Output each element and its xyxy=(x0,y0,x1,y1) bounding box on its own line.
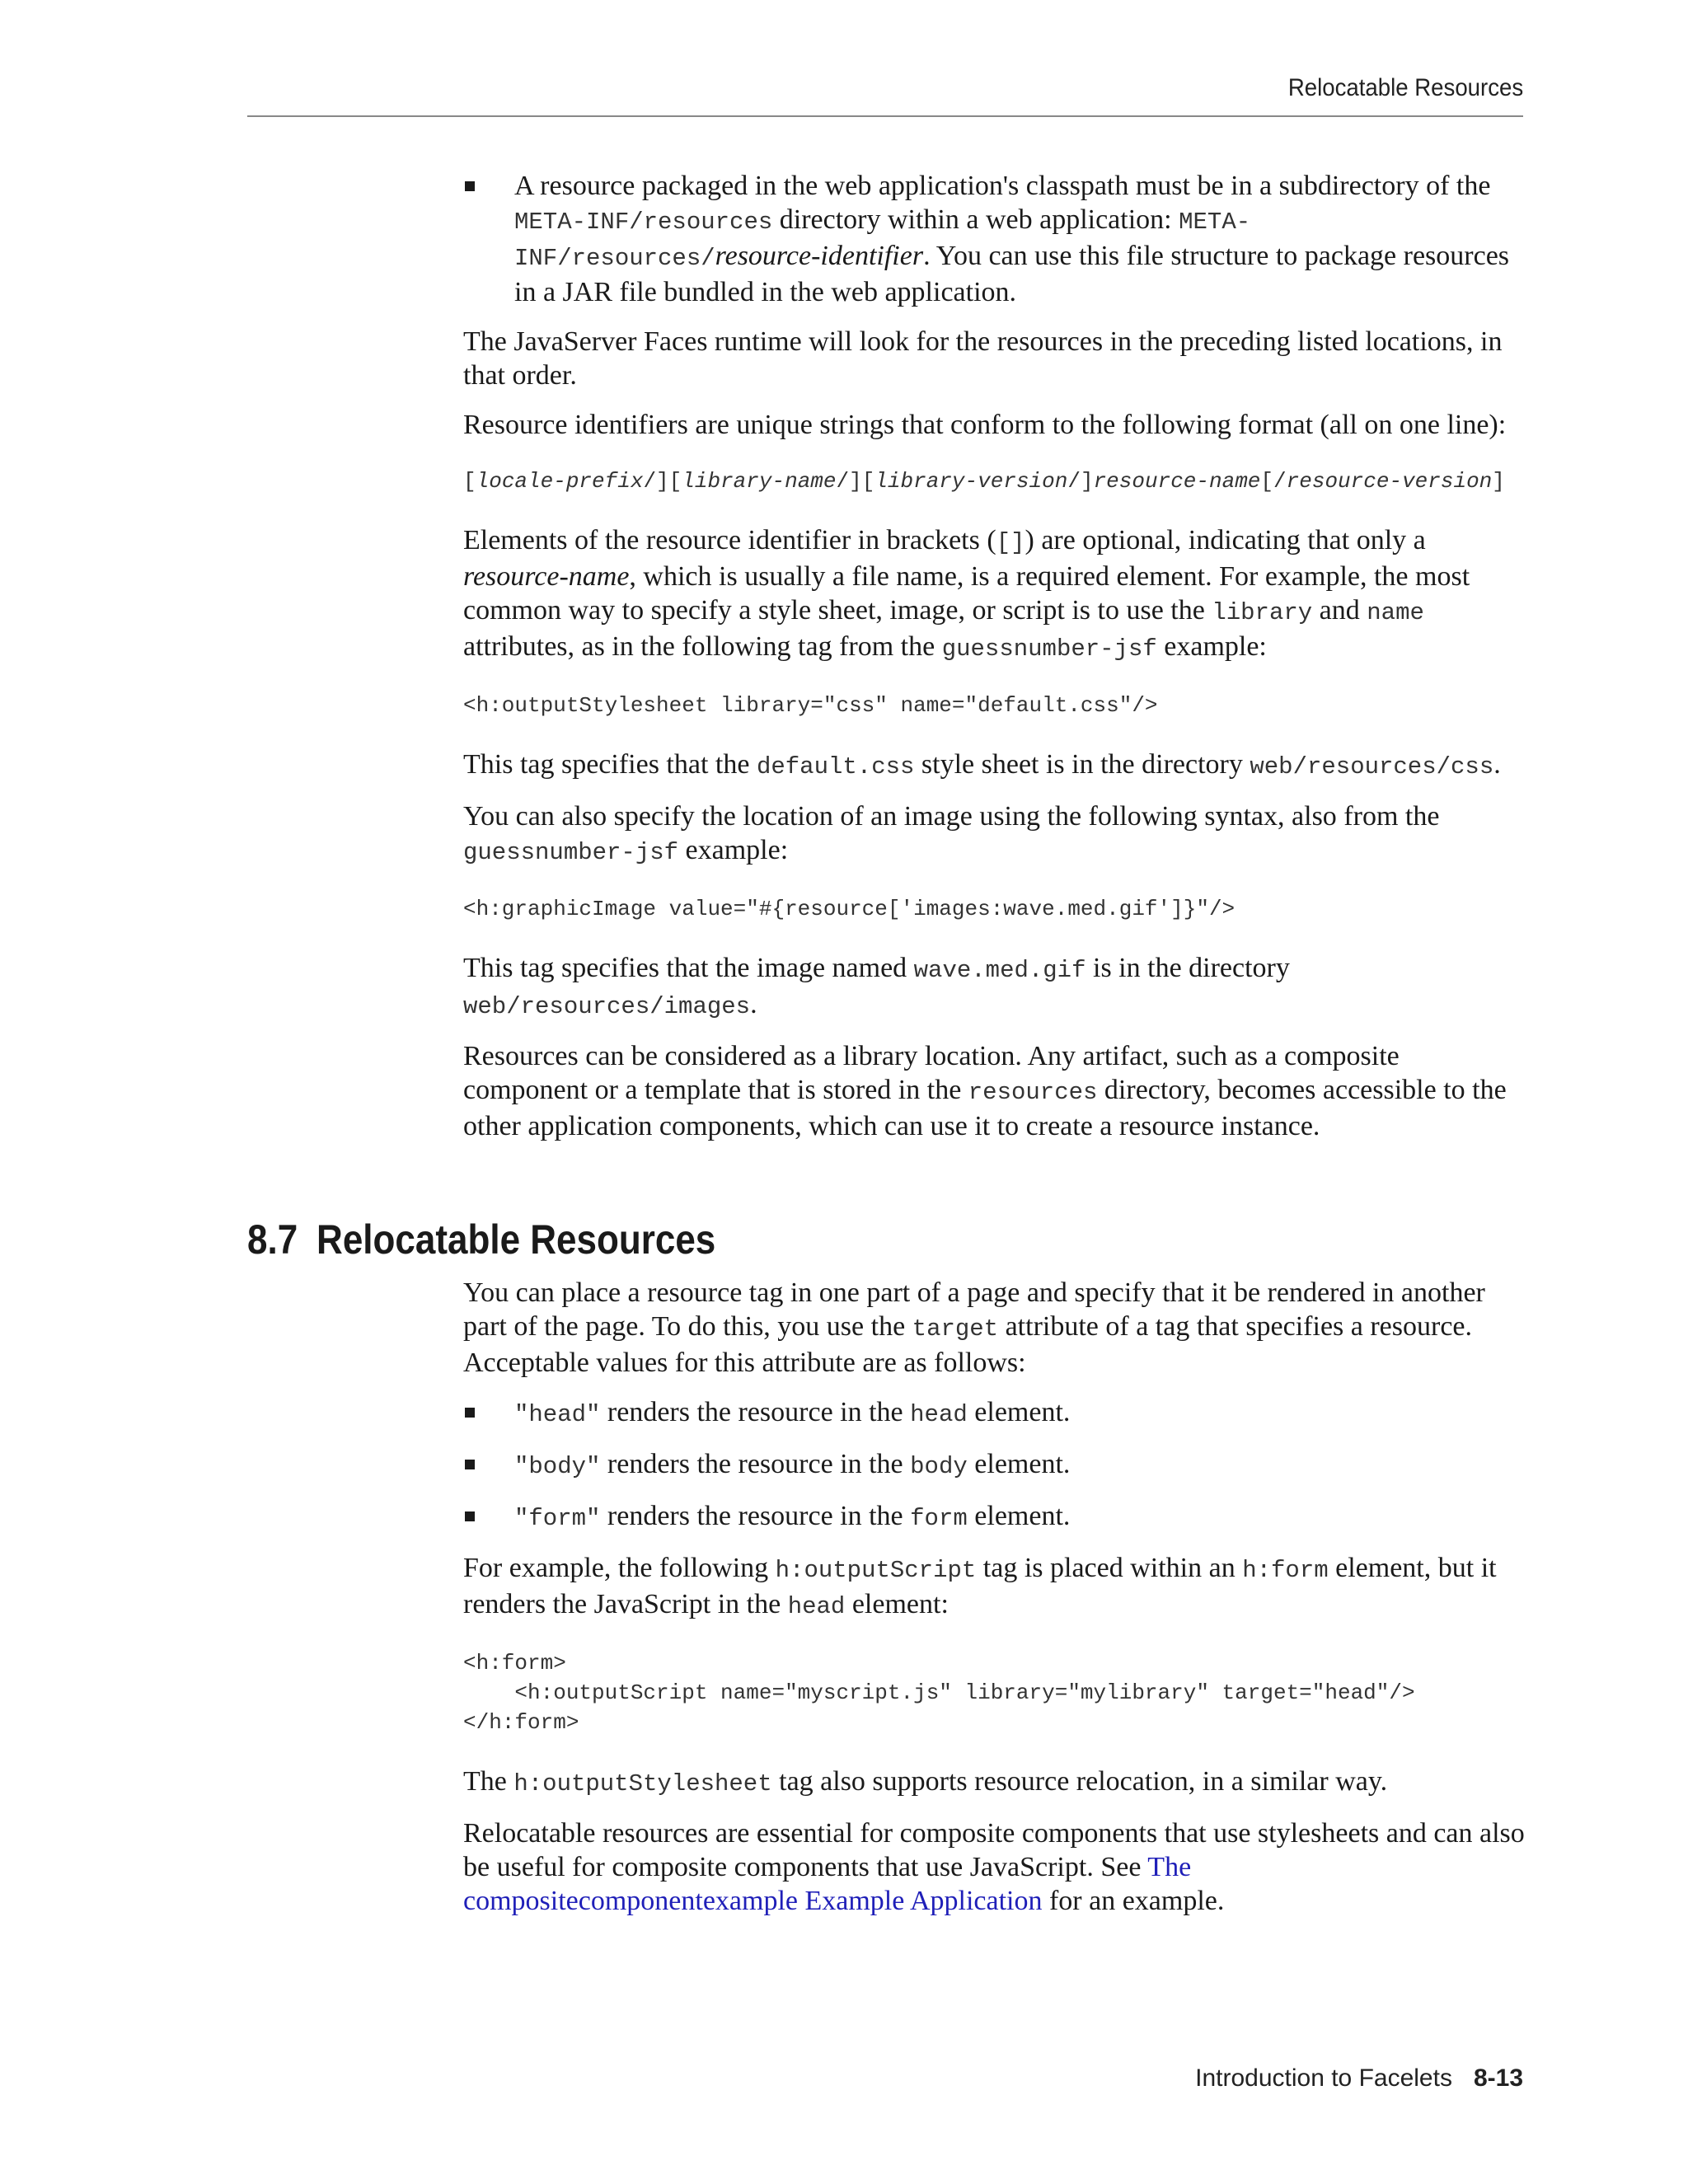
format-line: [locale-prefix/][library-name/][library-version/]resource-name[/resource-version] xyxy=(463,469,1505,494)
code-example: <h:outputStylesheet library="css" name="default.css"/> xyxy=(463,693,1158,718)
running-header: Relocatable Resources xyxy=(1287,74,1523,101)
paragraph: The JavaServer Faces runtime will look for the resources in the preceding listed locations, in that order. xyxy=(463,326,1503,391)
paragraph: This tag specifies that the image named wave.med.gif is in the directory web/resources/images. xyxy=(463,953,1290,1020)
section-continuation xyxy=(463,169,1526,1159)
paragraph: This tag specifies that the default.css style sheet is in the directory web/resources/css. xyxy=(463,749,1501,780)
paragraph: Relocatable resources are essential for composite components that use stylesheets and can also be useful for composite components that use JavaScript. See The compositecomponentexample Example Application for an example. xyxy=(463,1818,1525,1916)
bullet-list xyxy=(463,1395,1526,1535)
paragraph: Resources can be considered as a library location. Any artifact, such as a composite component or a template that is stored in the resources directory, becomes accessible to the other application components, which can use it to create a resource instance. xyxy=(463,1041,1507,1141)
section-heading: 8.7 Relocatable Resources xyxy=(247,1216,716,1263)
code-example: <h:graphicImage value="#{resource['images:wave.med.gif']}"/> xyxy=(463,897,1236,921)
list-item: A resource packaged in the web application's classpath must be in a subdirectory of the META-INF/resources directory within a web application: META-INF/resources/resource-identifier. You can use this file structure to package resources in a JAR file bundled in the web application. xyxy=(463,169,1526,309)
page-footer: Introduction to Facelets 8-13 xyxy=(1195,2064,1523,2092)
paragraph: The h:outputStylesheet tag also supports resource relocation, in a similar way. xyxy=(463,1766,1388,1797)
list-item: "head" renders the resource in the head element. xyxy=(463,1395,1526,1432)
section-body xyxy=(463,1276,1526,1933)
paragraph: For example, the following h:outputScript tag is placed within an h:form element, but it renders the JavaScript in the head element: xyxy=(463,1553,1497,1620)
code-example: <h:form> <h:outputScript name="myscript.js" library="mylibrary" target="head"/> </h:form> xyxy=(463,1651,1415,1735)
paragraph: You can also specify the location of an image using the following syntax, also from the guessnumber-jsf example: xyxy=(463,801,1440,866)
list-item: "form" renders the resource in the form element. xyxy=(463,1499,1526,1535)
header-rule xyxy=(247,115,1523,117)
paragraph: Elements of the resource identifier in brackets ([]) are optional, indicating that only a resource-name, which is usually a file name, is a required element. For example, the most common way to specify a style sheet, image, or script is to use the library and name attributes, as in the following tag from the guessnumber-jsf example: xyxy=(463,525,1470,663)
page-number: 8-13 xyxy=(1473,2064,1523,2092)
example-application-link[interactable]: The compositecomponentexample Example Application xyxy=(463,1852,1192,1916)
paragraph: You can place a resource tag in one part of a page and specify that it be rendered in another part of the page. To do this, you use the target attribute of a tag that specifies a resource. Acceptable values for this attribute are as follows: xyxy=(463,1277,1485,1378)
paragraph: Resource identifiers are unique strings that conform to the following format (all on one line): xyxy=(463,410,1507,440)
bullet-list xyxy=(463,169,1526,309)
list-item: "body" renders the resource in the body element. xyxy=(463,1447,1526,1483)
